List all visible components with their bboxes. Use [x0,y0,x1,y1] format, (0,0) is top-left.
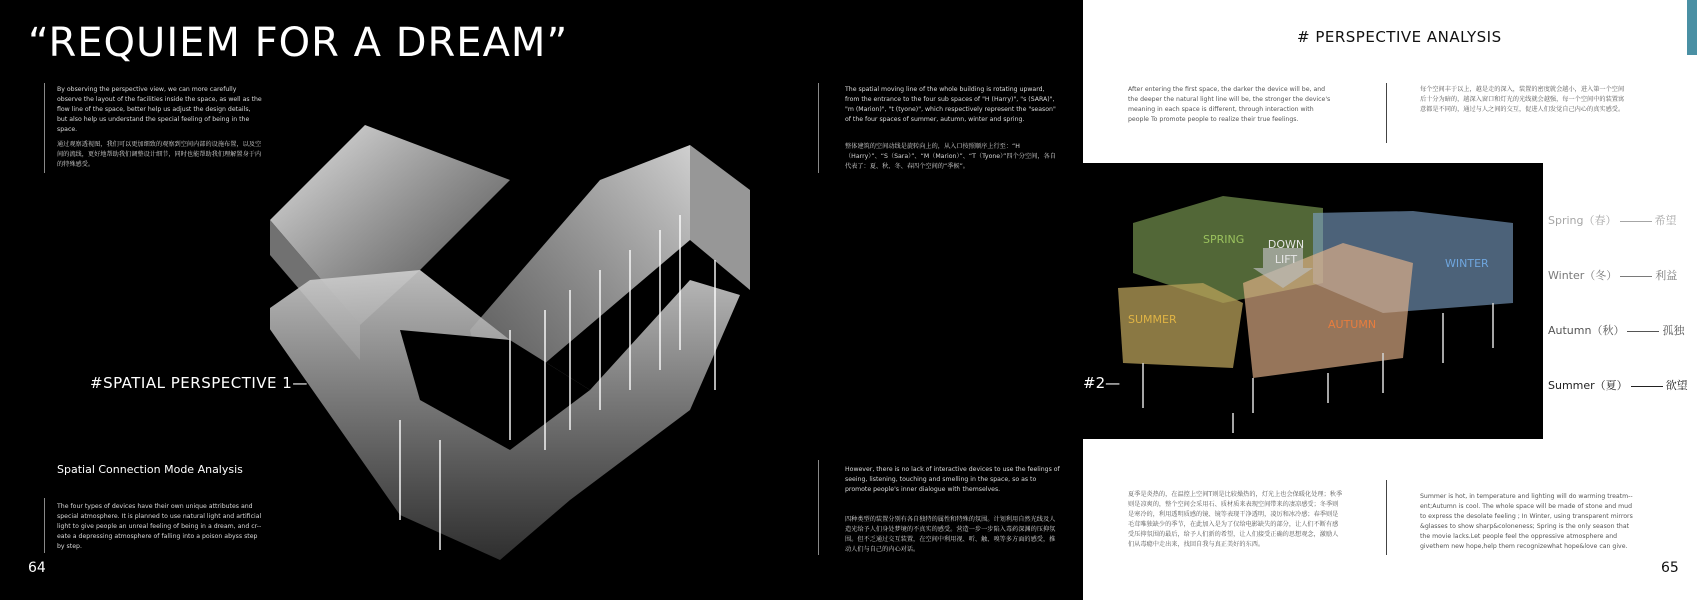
intro-cn-text: 每个空间丰于以上，越是走的深入，装置的密度就会越小，进入第一个空间后十分为暗的，越深入窗口和灯光的光线就会越强，每一个空间中的装置寓意都是不同的，通过与人之间的交互，促进人们发觉自己内心的真实感受。 [1420,86,1625,113]
perspective-analysis-heading: # PERSPECTIVE ANALYSIS [1297,28,1502,46]
divider-line [1386,83,1387,143]
legend-summer: Summer（夏） 欲望 [1548,379,1688,392]
page-number-left: 64 [28,560,46,576]
intro-cn-text: 通过观察透视图，我们可以更加细致的观察到空间内部的设施布置，以及空间的流线，更好地帮助我们调整设计细节，同时也能帮助我们理解置身于内的特殊感受。 [57,141,262,168]
spatial-perspective-label: #SPATIAL PERSPECTIVE 1— [90,374,308,392]
summer-label: SUMMER [1128,313,1177,326]
perspective-2-label: #2— [1083,374,1121,392]
divider-line [44,83,45,173]
connection-text: The four types of devices have their own unique attributes and special atmosphere. It is planned to use natural light and artificial light to give people an unreal feeling of being in a dream, and cr--eate a depressing atmosphere of falling into a poison abyss step by step. [57,503,262,550]
flow-cn-text: 整体建筑的空间动线是旋转向上的，从入口按照顺序上行至：“H（Harry）”、“S（Sara）”、“M（Marion）”、“T（Tyone）”四个分空间，各自代表了：夏、秋、冬、春四个空间的“季候”。 [845,143,1056,170]
intro-en-text: After entering the first space, the darker the device will be, and the deeper the natural light line will be, the stronger the device's meaning in each space is different, through interaction with people To promote people to realize their true feelings. [1128,86,1331,123]
lift-label: LIFT [1274,253,1298,266]
legend-autumn: Autumn（秋） 孤独 [1548,324,1685,337]
legend-spring: Spring（春） 希望 [1548,214,1677,227]
winter-label: WINTER [1445,257,1489,270]
spring-label: SPRING [1203,233,1245,246]
page-number-right: 65 [1661,560,1679,576]
render-box [1083,163,1543,439]
summer-en-text: Summer is hot, in temperature and lighting will do warming treatm--ent;Autumn is cool. The whole space will be made of stone and mud to express the desolate feeling ; In Winter, using transparent mirrors &glasses to show sharp&coloneness; Spring is the only season that the movie lacks.Let people feel the oppressive atmosphere and givethem new hope,help them recognizewhat hope&love can give. [1420,493,1633,550]
spatial-perspective-render [270,120,760,560]
page-title: “REQUIEM FOR A DREAM” [28,20,569,66]
divider-line [1386,480,1387,555]
intro-en-text: By observing the perspective view, we can more carefully observe the layout of the facilities inside the space, as well as the flow line of the space, better help us adjust the design details, but also help us understand the special feeling of being in the space. [57,86,262,133]
device-cn-text: 四种类型的装置分别有各自独特的属性和特殊的氛围。计划利用自然光线及人造光给予人们身处梦境的不真实的感受。营造一步一步陷入毒药深渊的压抑氛围。但不乏通过交互装置，在空间中利用视、听、触、嗅等多方面的感受，推动人们与自己的内心对话。 [845,516,1056,553]
down-label: DOWN [1267,238,1305,251]
device-en-text: However, there is no lack of interactive devices to use the feelings of seeing, listening, touching and smelling in the space, so as to promote people's inner dialogue with themselves. [845,466,1060,493]
summer-cn-text: 夏季是炎热的，在温控上空间T则是比较燥热的，灯光上也会保暖化处理；秋季则是凉爽的，整个空间会采用石、质材质来表现空间带来的凄凉感受；冬季则是寒冷的，利用透明质感的镜、镜等表现干净透明，凌厉和冰冷感；春季则是毛茸唯独缺少的季节，在此加入是为了仅给电影缺失的部分，让人们不断有感受压抑氛围的最后，给予人们新的希望，让人们接受正确的思想观念，激励人们从毒瘾中走出来，找回自我与真正美好的东西。 [1128,491,1343,548]
divider-line [44,498,45,553]
autumn-label: AUTUMN [1328,318,1377,331]
flow-en-text: The spatial moving line of the whole building is rotating upward, from the entrance to the four sub spaces of "H (Harry)", "s (SARA)", "m (Marion)", "t (tyone)", which respectively represent the "season" of the four spaces of summer, autumn, winter and spring. [845,86,1056,123]
divider-line [818,460,819,555]
connection-heading: Spatial Connection Mode Analysis [57,463,243,476]
legend-winter: Winter（冬） 利益 [1548,269,1678,282]
accent-bar [1687,0,1697,55]
divider-line [818,83,819,173]
seasons-render [1083,163,1543,439]
